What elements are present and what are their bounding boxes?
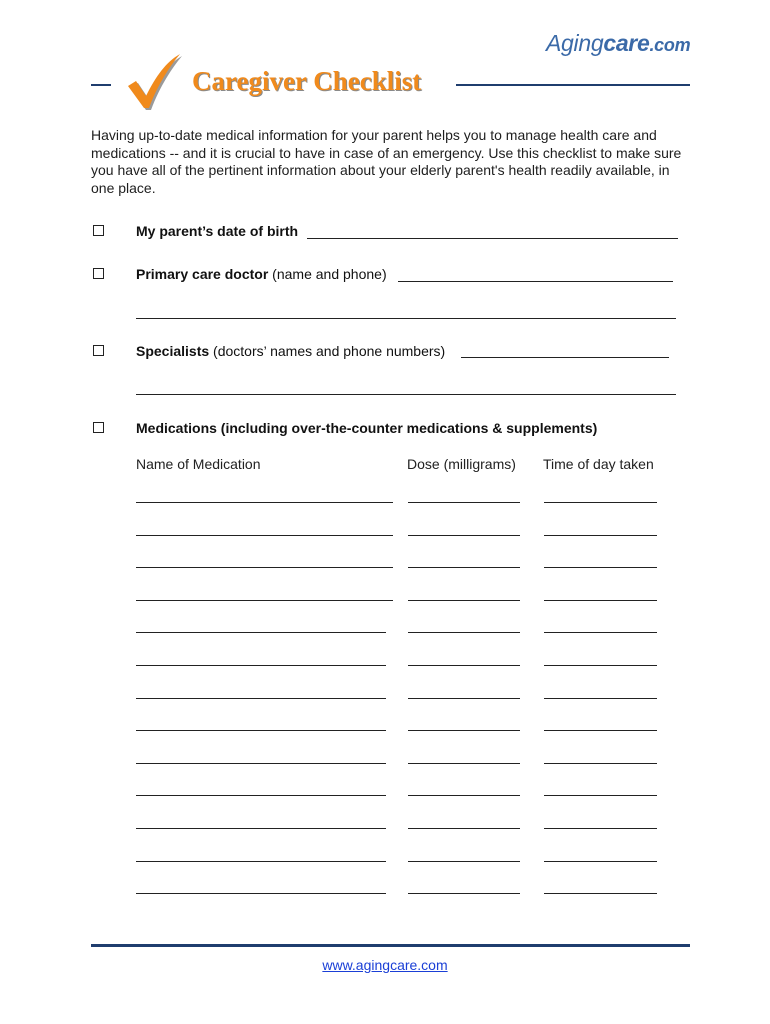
med-dose-line[interactable]: [408, 535, 520, 536]
col-header-time: Time of day taken: [543, 456, 654, 472]
col-header-name: Name of Medication: [136, 456, 261, 472]
med-time-line[interactable]: [544, 567, 657, 568]
med-name-line[interactable]: [136, 861, 386, 862]
med-time-line[interactable]: [544, 730, 657, 731]
checkbox-dob[interactable]: [93, 225, 104, 236]
med-name-line[interactable]: [136, 795, 386, 796]
med-dose-line[interactable]: [408, 665, 520, 666]
specialists-note: (doctors’ names and phone numbers): [209, 343, 446, 359]
med-name-line[interactable]: [136, 893, 386, 894]
footer-rule: [91, 944, 690, 947]
title-rule-left: [91, 84, 111, 86]
checkbox-specialists[interactable]: [93, 345, 104, 356]
med-dose-line[interactable]: [408, 795, 520, 796]
med-dose-line[interactable]: [408, 763, 520, 764]
med-time-line[interactable]: [544, 600, 657, 601]
logo-brand: care: [603, 30, 650, 56]
med-name-line[interactable]: [136, 567, 393, 568]
specialists-label: [136, 343, 445, 359]
logo-suffix: .com: [649, 35, 691, 55]
page-title: Caregiver Checklist: [192, 66, 422, 96]
primary-doctor-line-2[interactable]: [136, 318, 676, 319]
specialists-line-1[interactable]: [461, 357, 669, 358]
primary-doctor-label: [136, 266, 387, 282]
primary-doctor-line-1[interactable]: [398, 281, 673, 282]
dob-label-text: My parent’s date of birth: [136, 223, 299, 239]
med-name-line[interactable]: [136, 763, 386, 764]
medications-label: [136, 420, 597, 436]
med-time-line[interactable]: [544, 893, 657, 894]
med-dose-line[interactable]: [408, 600, 520, 601]
med-dose-line[interactable]: [408, 502, 520, 503]
med-time-line[interactable]: [544, 828, 657, 829]
med-dose-line[interactable]: [408, 567, 520, 568]
specialists-label-text: Specialists: [136, 343, 210, 359]
col-header-dose: Dose (milligrams): [407, 456, 516, 472]
dob-label: [136, 223, 298, 239]
checkmark-icon: [122, 52, 184, 112]
med-dose-line[interactable]: [408, 828, 520, 829]
med-dose-line[interactable]: [408, 730, 520, 731]
med-name-line[interactable]: [136, 698, 386, 699]
med-name-line[interactable]: [136, 665, 386, 666]
med-dose-line[interactable]: [408, 893, 520, 894]
dob-answer-line[interactable]: [307, 238, 678, 239]
title-rule-right: [456, 84, 690, 86]
checkbox-primary-doctor[interactable]: [93, 268, 104, 279]
med-time-line[interactable]: [544, 502, 657, 503]
med-name-line[interactable]: [136, 600, 393, 601]
med-time-line[interactable]: [544, 861, 657, 862]
specialists-line-2[interactable]: [136, 394, 676, 395]
med-name-line[interactable]: [136, 502, 393, 503]
med-time-line[interactable]: [544, 665, 657, 666]
footer-link[interactable]: [0, 957, 770, 973]
med-time-line[interactable]: [544, 698, 657, 699]
med-time-line[interactable]: [544, 535, 657, 536]
med-name-line[interactable]: [136, 535, 393, 536]
footer-link-text[interactable]: www.agingcare.com: [322, 957, 448, 973]
med-name-line[interactable]: [136, 632, 386, 633]
med-name-line[interactable]: [136, 828, 386, 829]
med-dose-line[interactable]: [408, 861, 520, 862]
primary-doctor-label-text: Primary care doctor: [136, 266, 269, 282]
logo-prefix: Aging: [546, 30, 604, 56]
med-dose-line[interactable]: [408, 632, 520, 633]
medications-label-text: Medications (including over-the-counter medications & supplements): [136, 420, 598, 436]
med-time-line[interactable]: [544, 763, 657, 764]
checkbox-medications[interactable]: [93, 422, 104, 433]
med-name-line[interactable]: [136, 730, 386, 731]
med-time-line[interactable]: [544, 632, 657, 633]
primary-doctor-note: (name and phone): [268, 266, 387, 282]
med-dose-line[interactable]: [408, 698, 520, 699]
agingcare-logo: [546, 30, 690, 57]
intro-paragraph: Having up-to-date medical information for your parent helps you to manage health care and medications -- and it is crucial to have in case of an emergency. Use this checklist to make sure you have all of the pertinent information about your elderly parent's health readily available, in one place.: [91, 127, 682, 196]
med-time-line[interactable]: [544, 795, 657, 796]
